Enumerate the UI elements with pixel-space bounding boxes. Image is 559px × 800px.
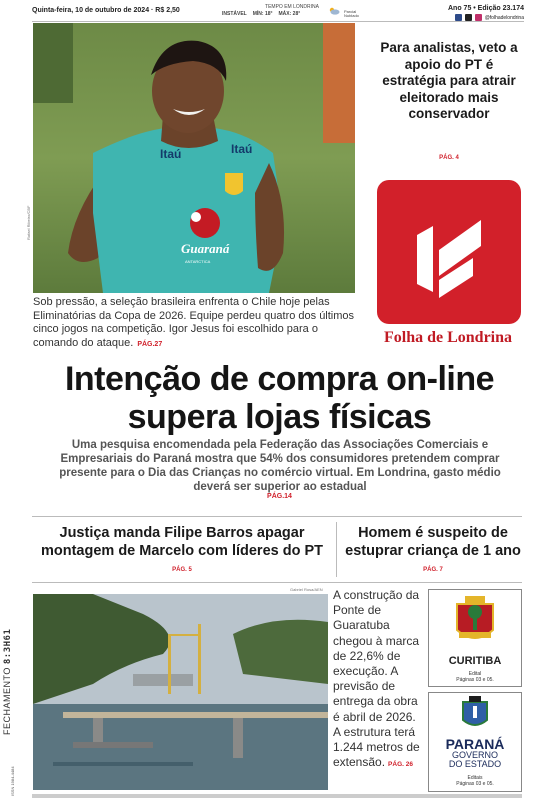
- weather-sky: Parcial Nublado: [344, 9, 359, 18]
- curitiba-name: CURITIBA: [448, 655, 502, 667]
- shirt-sponsor-brand: Guaraná: [181, 241, 230, 256]
- social-handle: @folhadelondrina: [484, 14, 524, 21]
- bridge-page-ref[interactable]: PÁG. 26: [388, 761, 413, 769]
- main-page-ref[interactable]: PÁG.14: [267, 493, 292, 500]
- page-ref[interactable]: PÁG.27: [137, 340, 163, 348]
- left-secondary-headline[interactable]: Justiça manda Filipe Barros apagar montagem de Marcelo com líderes do PT: [40, 525, 323, 559]
- left-secondary-page-ref[interactable]: PÁG. 5: [172, 567, 192, 573]
- football-player-photo: [33, 23, 355, 293]
- parana-name: PARANÁ: [445, 736, 505, 752]
- main-headline[interactable]: [20, 360, 539, 436]
- parana-pages: Páginas 03 e 05.: [456, 781, 494, 787]
- right-secondary-page-ref[interactable]: PÁG. 7: [423, 567, 443, 573]
- curitiba-label: Edital: [468, 671, 482, 677]
- parana-coat-of-arms-icon: [455, 696, 495, 732]
- weather-widget: [222, 4, 362, 17]
- bottom-bar: [32, 794, 522, 798]
- weather-min: MÍN: 18°: [252, 11, 273, 17]
- divider: [32, 582, 522, 583]
- edition-number: Ano 75 • Edição 23.174: [448, 5, 524, 12]
- right-secondary-headline[interactable]: Homem é suspeito de estuprar criança de 1 ano: [345, 525, 521, 559]
- fechamento-code: 8:3H61: [3, 628, 13, 665]
- weather-max: MÁX: 28°: [278, 11, 301, 17]
- folha-logo: [377, 180, 521, 324]
- edital-curitiba[interactable]: [428, 589, 522, 687]
- divider: [32, 516, 522, 517]
- social-links: [455, 14, 524, 21]
- issue-date-price: Quinta-feira, 10 de outubro de 2024 · R$ 2,50: [32, 7, 180, 14]
- photo-caption: [33, 296, 355, 351]
- brand-name: Folha de Londrina: [383, 329, 513, 346]
- cloud-sun-icon: [328, 7, 340, 15]
- weather-title: TEMPO EM LONDRINA: [265, 4, 319, 10]
- shirt-sponsor-right: Itaú: [231, 142, 253, 156]
- curitiba-coat-of-arms-icon: [445, 594, 505, 650]
- right-headline[interactable]: Para analistas, veto a apoio do PT é estratégia para atrair eleitorado mais conservador: [380, 40, 518, 121]
- issn-number: ISSN 1984-4484: [10, 766, 15, 796]
- column-divider: [336, 522, 337, 577]
- bridge-story-text: [333, 588, 421, 772]
- facebook-icon[interactable]: [455, 14, 462, 21]
- edital-parana[interactable]: [428, 692, 522, 792]
- main-headline-line1: Intenção de compra on-line: [64, 360, 495, 398]
- parana-gov-line2: DO ESTADO: [448, 759, 502, 769]
- photo-credit: Rafael Ribeiro/CBF: [26, 205, 31, 240]
- masthead-bar: [32, 4, 524, 22]
- x-icon[interactable]: [465, 14, 472, 21]
- bridge-construction-photo: [33, 594, 328, 790]
- fechamento-label: [2, 629, 13, 735]
- folha-logo-mark-icon: [377, 180, 521, 324]
- bridge-story-body: A construção da Ponte de Guaratuba chegou à marca de 22,6% de execução. A previsão de entrega da obra é abril de 2026. A estrutura terá 1.244 metros de extensão.: [333, 588, 420, 770]
- fechamento-text: FECHAMENTO: [2, 667, 12, 735]
- instagram-icon[interactable]: [475, 14, 482, 21]
- main-summary: Uma pesquisa encomendada pela Federação das Associações Comerciais e Empresariais do Paraná mostra que 54% dos consumidores pretendem comprar presente para o Dia das Crianças no comércio virtual. Em Londrina, gasto médio deverá ser superior ao estadual: [59, 439, 501, 493]
- main-headline-line2: supera lojas físicas: [127, 398, 432, 436]
- parana-gov-line1: GOVERNO: [451, 750, 498, 760]
- curitiba-pages: Páginas 03 e 05.: [456, 677, 494, 683]
- right-page-ref[interactable]: PÁG. 4: [439, 155, 459, 161]
- shirt-sponsor-left: Itaú: [160, 147, 182, 161]
- parana-label: Editais: [467, 775, 483, 781]
- shirt-sponsor-sub: ANTARCTICA: [185, 259, 211, 264]
- bridge-photo-credit: Gabriel Rosa/AEN: [290, 587, 323, 592]
- caption-text: Sob pressão, a seleção brasileira enfrenta o Chile hoje pelas Eliminatórias da Copa de 2026. Equipe perdeu quatro dos últimos cinco jogos na competição. Igor Jesus foi escolhido para o comando do ataque.: [33, 296, 355, 349]
- weather-status: INSTÁVEL: [222, 11, 247, 17]
